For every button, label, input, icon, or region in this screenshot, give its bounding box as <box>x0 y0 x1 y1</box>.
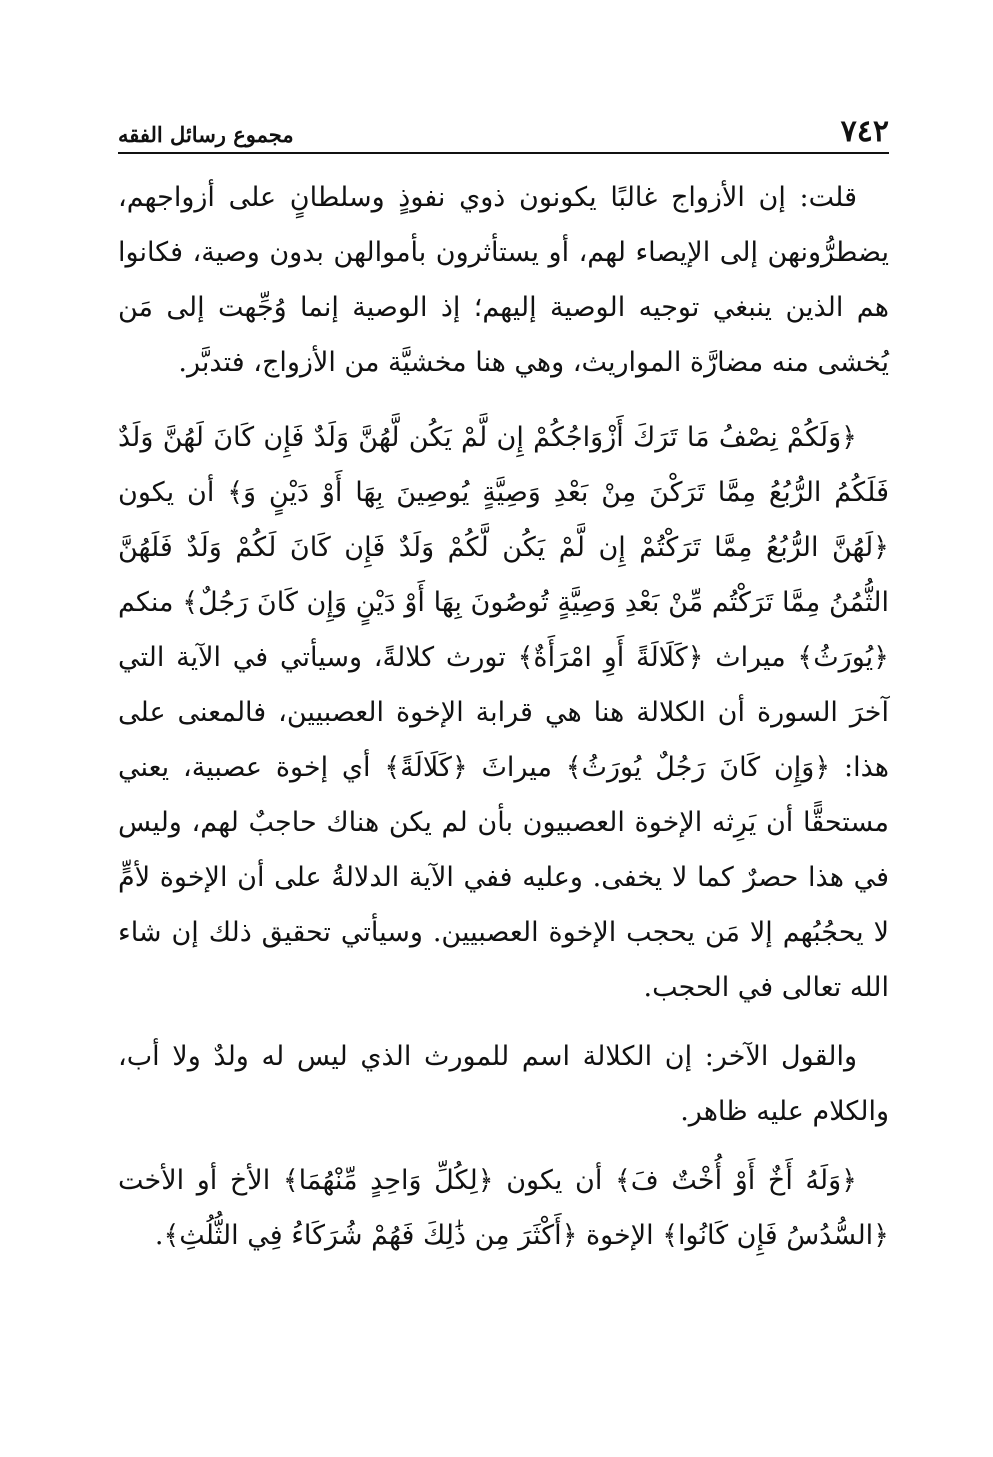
page-body <box>118 170 889 1277</box>
page-number: ٧٤٢ <box>840 114 889 149</box>
paragraph-other-opinion: والقول الآخر: إن الكلالة اسم للمورث الذي ليس له ولدٌ ولا أب، والكلام عليه ظاهر. <box>118 1041 889 1127</box>
paragraph-verse-inheritance: ﴿وَلَكُمْ نِصْفُ مَا تَرَكَ أَزْوَاجُكُمْ إِن لَّمْ يَكُن لَّهُنَّ وَلَدٌ فَإِن كَانَ لَهُنَّ وَلَدٌ فَلَكُمُ الرُّبُعُ مِمَّا تَرَكْنَ مِنْ بَعْدِ وَصِيَّةٍ يُوصِينَ بِهَا أَوْ دَيْنٍ وَ﴾ أن يكون ﴿لَهُنَّ الرُّبُعُ مِمَّا تَرَكْتُمْ إِن لَّمْ يَكُن لَّكُمْ وَلَدٌ فَإِن كَانَ لَكُمْ وَلَدٌ فَلَهُنَّ الثُّمُنُ مِمَّا تَرَكْتُم مِّنْ بَعْدِ وَصِيَّةٍ تُوصُونَ بِهَا أَوْ دَيْنٍ وَإِن كَانَ رَجُلٌ﴾ منكم ﴿يُورَثُ﴾ ميراث ﴿كَلَالَةً أَوِ امْرَأَةٌ﴾ تورث كلالةً، وسيأتي في الآية التي آخرَ السورة أن الكلالة هنا هي قرابة الإخوة العصبيين، فالمعنى على هذا: ﴿وَإِن كَانَ رَجُلٌ يُورَثُ﴾ ميراثَ ﴿كَلَالَةً﴾ أي إخوة عصبية، يعني مستحقًّا أن يَرِثه الإخوة العصبيون بأن لم يكن هناك حاجبٌ لهم، وليس في هذا حصرٌ كما لا يخفى. وعليه ففي الآية الدلالةُ على أن الإخوة لأمٍّ لا يحجُبُهم إلا مَن يحجب الإخوة العصبيين. وسيأتي تحقيق ذلك إن شاء الله تعالى في الحجب. <box>118 422 889 1003</box>
paragraph-intro: قلت: إن الأزواج غالبًا يكونون ذوي نفوذٍ وسلطانٍ على أزواجهم، يضطرُّونهن إلى الإيصاء لهم، أو يستأثرون بأموالهن بدون وصية، فكانوا هم الذين ينبغي توجيه الوصية إليهم؛ إذ الوصية إنما وُجِّهت إلى مَن يُخشى منه مضارَّة المواريث، وهي هنا مخشيَّة من الأزواج، فتدبَّر. <box>118 182 889 378</box>
page-header <box>118 112 889 148</box>
header-rule <box>118 152 889 154</box>
book-title: مجموع رسائل الفقه <box>118 122 294 147</box>
paragraph-siblings-verse: ﴿وَلَهُ أَخٌ أَوْ أُخْتٌ فَ﴾ أن يكون ﴿لِكُلِّ وَاحِدٍ مِّنْهُمَا﴾ الأخ أو الأخت ﴿السُّدُسُ فَإِن كَانُوا﴾ الإخوة ﴿أَكْثَرَ مِن ذَٰلِكَ فَهُمْ شُرَكَاءُ فِي الثُّلُثِ﴾. <box>118 1165 889 1251</box>
